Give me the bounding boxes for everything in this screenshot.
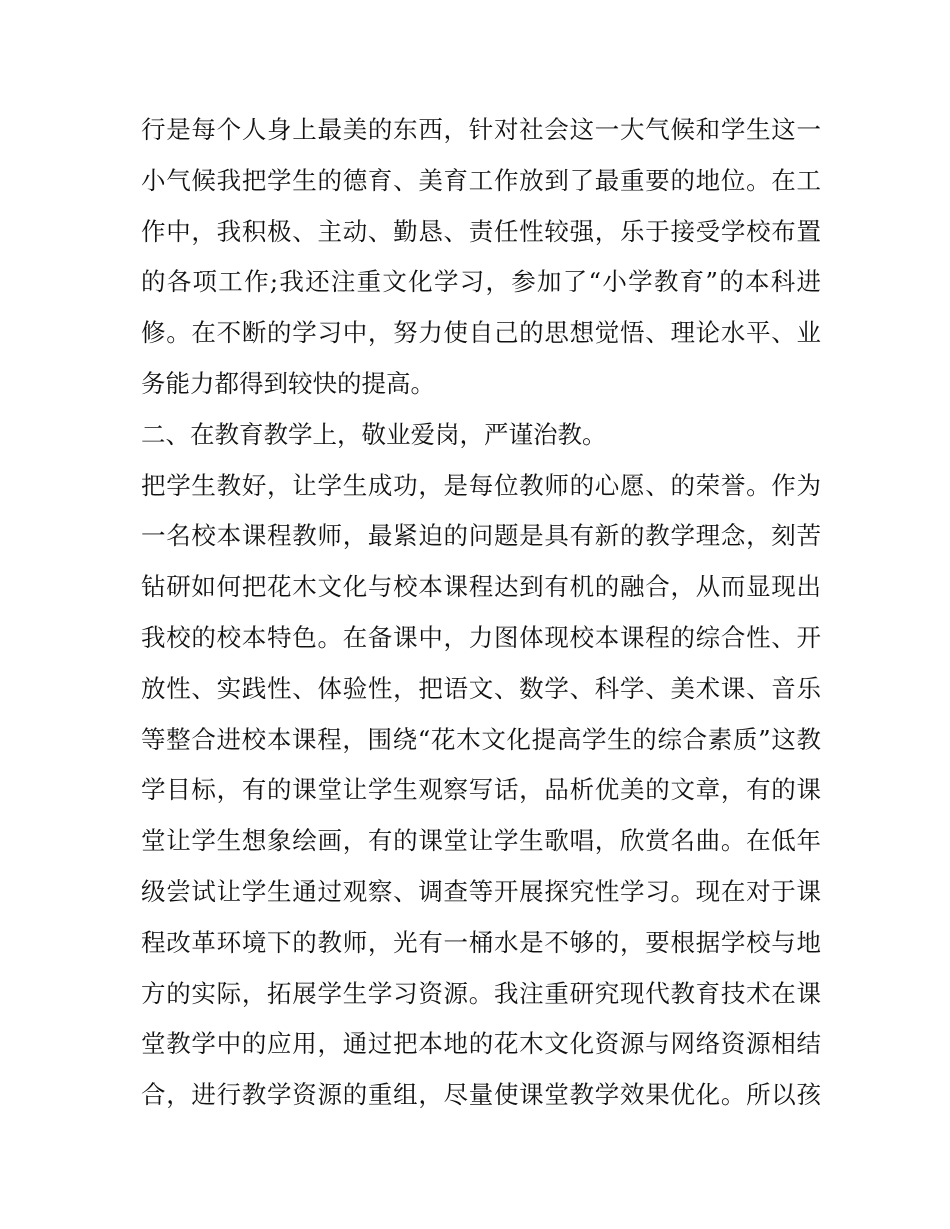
body-text xyxy=(141,105,821,1121)
text-line: 学目标，有的课堂让学生观察写话，品析优美的文章，有的课 xyxy=(141,775,821,805)
text-line: 等整合进校本课程，围绕“花木文化提高学生的综合素质”这教 xyxy=(141,724,821,754)
text-line: 堂让学生想象绘画，有的课堂让学生歌唱，欣赏名曲。在低年 xyxy=(141,826,821,856)
text-line: 的各项工作;我还注重文化学习，参加了“小学教育”的本科进 xyxy=(141,267,821,297)
text-line: 方的实际，拓展学生学习资源。我注重研究现代教育技术在课 xyxy=(141,978,821,1008)
text-line: 钻研如何把花木文化与校本课程达到有机的融合，从而显现出 xyxy=(141,572,821,602)
text-line: 合，进行教学资源的重组，尽量使课堂教学效果优化。所以孩 xyxy=(141,1080,821,1110)
section-heading: 二、在教育教学上，敬业爱岗，严谨治教。 xyxy=(141,419,607,449)
text-line: 一名校本课程教师，最紧迫的问题是具有新的教学理念，刻苦 xyxy=(141,521,821,551)
text-line: 我校的校本特色。在备课中，力图体现校本课程的综合性、开 xyxy=(141,622,821,652)
text-line: 堂教学中的应用，通过把本地的花木文化资源与网络资源相结 xyxy=(141,1029,821,1059)
text-line: 务能力都得到较快的提高。 xyxy=(141,368,435,398)
text-line: 级尝试让学生通过观察、调查等开展探究性学习。现在对于课 xyxy=(141,876,821,906)
text-line: 小气候我把学生的德育、美育工作放到了最重要的地位。在工 xyxy=(141,165,821,195)
text-line: 作中，我积极、主动、勤恳、责任性较强，乐于接受学校布置 xyxy=(141,216,821,246)
text-line: 把学生教好，让学生成功，是每位教师的心愿、的荣誉。作为 xyxy=(141,470,821,500)
text-line: 程改革环境下的教师，光有一桶水是不够的，要根据学校与地 xyxy=(141,927,821,957)
text-line: 放性、实践性、体验性，把语文、数学、科学、美术课、音乐 xyxy=(141,673,821,703)
text-line: 修。在不断的学习中，努力使自己的思想觉悟、理论水平、业 xyxy=(141,318,821,348)
text-line: 行是每个人身上最美的东西，针对社会这一大气候和学生这一 xyxy=(141,115,821,144)
